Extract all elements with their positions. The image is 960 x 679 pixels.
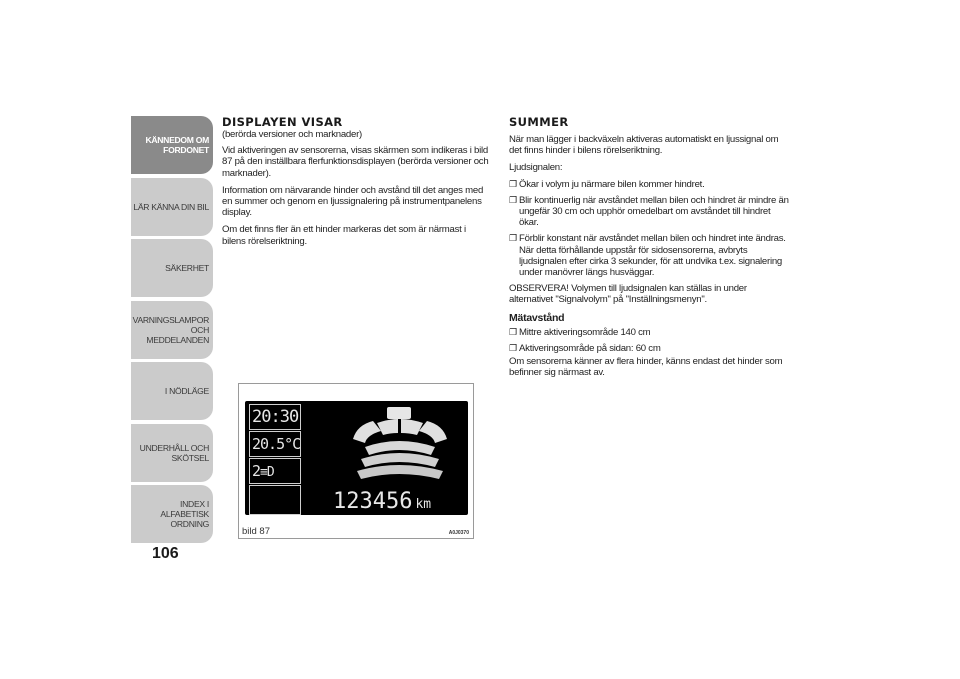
instrument-display — [245, 401, 468, 515]
figure-code: A0J0370 — [448, 530, 469, 536]
sensor-zone-right-inner — [419, 421, 447, 443]
empty-cell — [249, 485, 301, 515]
gear-headlight-indicator — [249, 458, 301, 484]
tab-underhall-och-skotsel[interactable] — [131, 424, 213, 482]
checkbox-bullet-icon: ❐ — [509, 178, 517, 189]
subheading: Mätavstånd — [509, 311, 565, 324]
parking-sensor-graphic — [343, 405, 463, 485]
temperature-readout: 20.5°C — [249, 431, 301, 457]
tab-label: LÄR KÄNNA DIN BIL — [133, 201, 209, 212]
paragraph: När man lägger i backväxeln aktiveras automatiskt en ljussignal om det finns hinder i bilens rörelseriktning. — [509, 134, 779, 157]
section-heading: SUMMER — [509, 115, 569, 129]
tab-label: I NÖDLÄGE — [164, 386, 209, 396]
page-number: 106 — [152, 545, 179, 562]
time-readout: 20:30 — [249, 404, 301, 430]
list-item: ❐ Mittre aktiveringsområde 140 cm — [509, 326, 651, 338]
list-item: ❐ Blir kontinuerlig när avståndet mellan bilen och hindret är mindre än ungefär 30 cm och upphör omedelbart om avståndet till hindret ökar. — [509, 194, 789, 229]
sensor-zone-left-inner — [353, 421, 381, 443]
checkbox-bullet-icon: ❐ — [509, 343, 517, 354]
list-item: ❐ Ökar i volym ju närmare bilen kommer hindret. — [509, 178, 705, 190]
figure-87 — [238, 383, 474, 539]
display-info-panel — [249, 404, 301, 512]
tab-label: UNDERHÅLL OCH SKÖTSEL — [139, 442, 209, 463]
tab-label: KÄNNEDOM OM FORDONET — [145, 135, 209, 155]
note-paragraph: OBSERVERA! Volymen till ljudsignalen kan ställas in under alternativet "Signalvolym" på "Inställningsmenyn". — [509, 283, 747, 306]
tab-i-nodlage[interactable] — [131, 362, 213, 420]
tab-label: INDEX I ALFABETISK ORDNING — [160, 499, 209, 529]
sensor-arc-3 — [357, 465, 443, 479]
checkbox-bullet-icon: ❐ — [509, 326, 517, 337]
paragraph: Om sensorerna känner av flera hinder, känns endast det hinder som befinner sig närmast av. — [509, 356, 783, 379]
chapter-sidebar — [131, 116, 213, 547]
checkbox-bullet-icon: ❐ — [509, 194, 517, 205]
sensor-arc-1 — [365, 441, 435, 455]
paragraph: Ljudsignalen: — [509, 162, 563, 174]
tab-varningslampor[interactable] — [131, 301, 213, 359]
checkbox-bullet-icon: ❐ — [509, 233, 517, 244]
paragraph: Vid aktiveringen av sensorerna, visas skärmen som indikeras i bild 87 på den inställbara flerfunktionsdisplayen (berörda versioner och marknader). — [222, 145, 489, 179]
tab-label: SÄKERHET — [165, 263, 209, 273]
tab-index[interactable] — [131, 485, 213, 543]
figure-caption: bild 87 — [242, 526, 270, 537]
tab-label: VARNINGSLAMPOR OCH MEDDELANDEN — [132, 314, 209, 345]
odometer-value: 123456 — [333, 489, 413, 514]
sensor-arc-2 — [361, 453, 439, 467]
list-item: ❐ Aktiveringsområde på sidan: 60 cm — [509, 343, 661, 355]
tab-kannedom-om-fordonet[interactable] — [131, 116, 213, 174]
list-item: ❐ Förblir konstant när avståndet mellan bilen och hindret inte ändras. När detta förhållande uppstår för sidosensorerna, avbryts ljudsignalen efter cirka 3 sekunder, för att undvika t.ex. signalering under manövrer längs husväggar. — [509, 233, 786, 279]
tab-sakerhet[interactable] — [131, 239, 213, 297]
headlight-icon: ≡D — [260, 465, 274, 480]
odometer-readout — [333, 489, 431, 514]
paragraph: Om det finns fler än ett hinder markeras det som är närmast i bilens rörelseriktning. — [222, 224, 466, 247]
paragraph: Information om närvarande hinder och avstånd till det anges med en summer och genom en ljussignalering på instrumentpanelens display. — [222, 184, 484, 219]
sensor-zone-center-left — [377, 419, 398, 435]
gear-number: 2 — [252, 462, 261, 480]
tab-lar-kanna-din-bil[interactable] — [131, 178, 213, 236]
right-column — [509, 116, 791, 385]
section-heading: DISPLAYEN VISAR — [222, 115, 343, 129]
sensor-zone-center-right — [401, 419, 423, 435]
left-column — [222, 116, 490, 253]
section-subtitle: (berörda versioner och marknader) — [222, 129, 362, 140]
car-rear-icon — [387, 407, 411, 419]
odometer-unit: km — [415, 497, 432, 512]
